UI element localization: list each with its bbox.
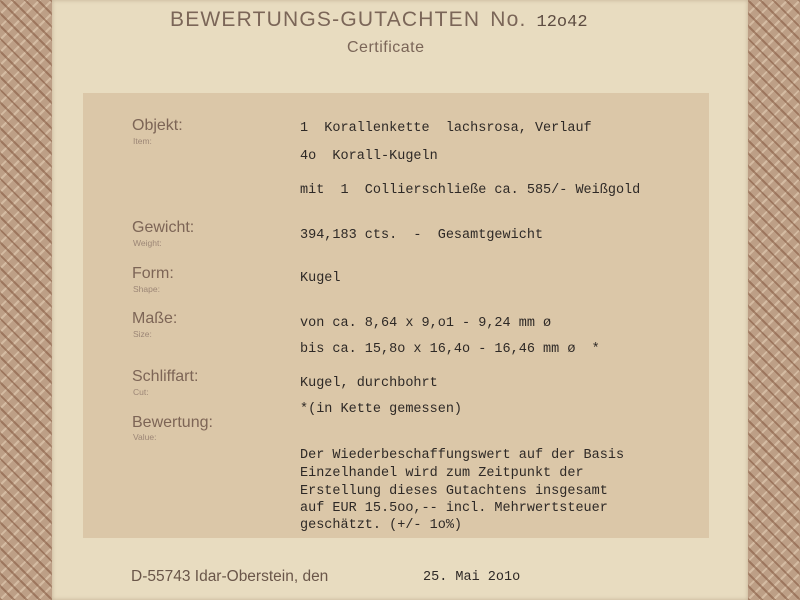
gewicht-value: 394,183 cts. - Gesamtgewicht — [300, 228, 544, 243]
schliffart-line-1: Kugel, durchbohrt — [300, 376, 438, 391]
schliffart-line-2: *(in Kette gemessen) — [300, 402, 463, 417]
footer-date: 25. Mai 2o1o — [423, 570, 521, 585]
bewertung-sublabel: Value: — [133, 432, 157, 442]
certificate-subtitle: Certificate — [347, 39, 425, 56]
bewertung-line-5: geschätzt. (+/- 1o%) — [300, 518, 463, 533]
title-text: BEWERTUNGS-GUTACHTEN — [170, 8, 481, 31]
certificate-number: 12o42 — [536, 13, 588, 32]
form-value: Kugel — [300, 271, 341, 286]
objekt-line-3: mit 1 Collierschließe ca. 585/- Weißgold — [300, 183, 641, 198]
ornamental-border-left — [0, 0, 52, 600]
masse-sublabel: Size: — [133, 329, 152, 339]
masse-line-1: von ca. 8,64 x 9,o1 - 9,24 mm ø — [300, 316, 552, 331]
bewertung-line-2: Einzelhandel wird zum Zeitpunkt der — [300, 466, 584, 481]
masse-label: Maße: — [132, 310, 178, 327]
objekt-sublabel: Item: — [133, 136, 152, 146]
gewicht-sublabel: Weight: — [133, 238, 162, 248]
objekt-line-2: 4o Korall-Kugeln — [300, 149, 438, 164]
masse-line-2: bis ca. 15,8o x 16,4o - 16,46 mm ø * — [300, 342, 600, 357]
title-no-label: No. — [490, 8, 527, 31]
schliffart-sublabel: Cut: — [133, 387, 149, 397]
ornamental-border-right — [748, 0, 800, 600]
gewicht-label: Gewicht: — [132, 219, 195, 236]
certificate-title — [170, 8, 588, 34]
bewertung-line-4: auf EUR 15.5oo,-- incl. Mehrwertsteuer — [300, 501, 608, 516]
bewertung-label: Bewertung: — [132, 414, 213, 431]
schliffart-label: Schliffart: — [132, 368, 199, 385]
bewertung-line-1: Der Wiederbeschaffungswert auf der Basis — [300, 448, 625, 463]
objekt-line-1: 1 Korallenkette lachsrosa, Verlauf — [300, 121, 592, 136]
bewertung-line-3: Erstellung dieses Gutachtens insgesamt — [300, 484, 608, 499]
objekt-label: Objekt: — [132, 117, 183, 134]
form-sublabel: Shape: — [133, 284, 160, 294]
footer-location: D-55743 Idar-Oberstein, den — [131, 568, 329, 585]
form-label: Form: — [132, 265, 174, 282]
